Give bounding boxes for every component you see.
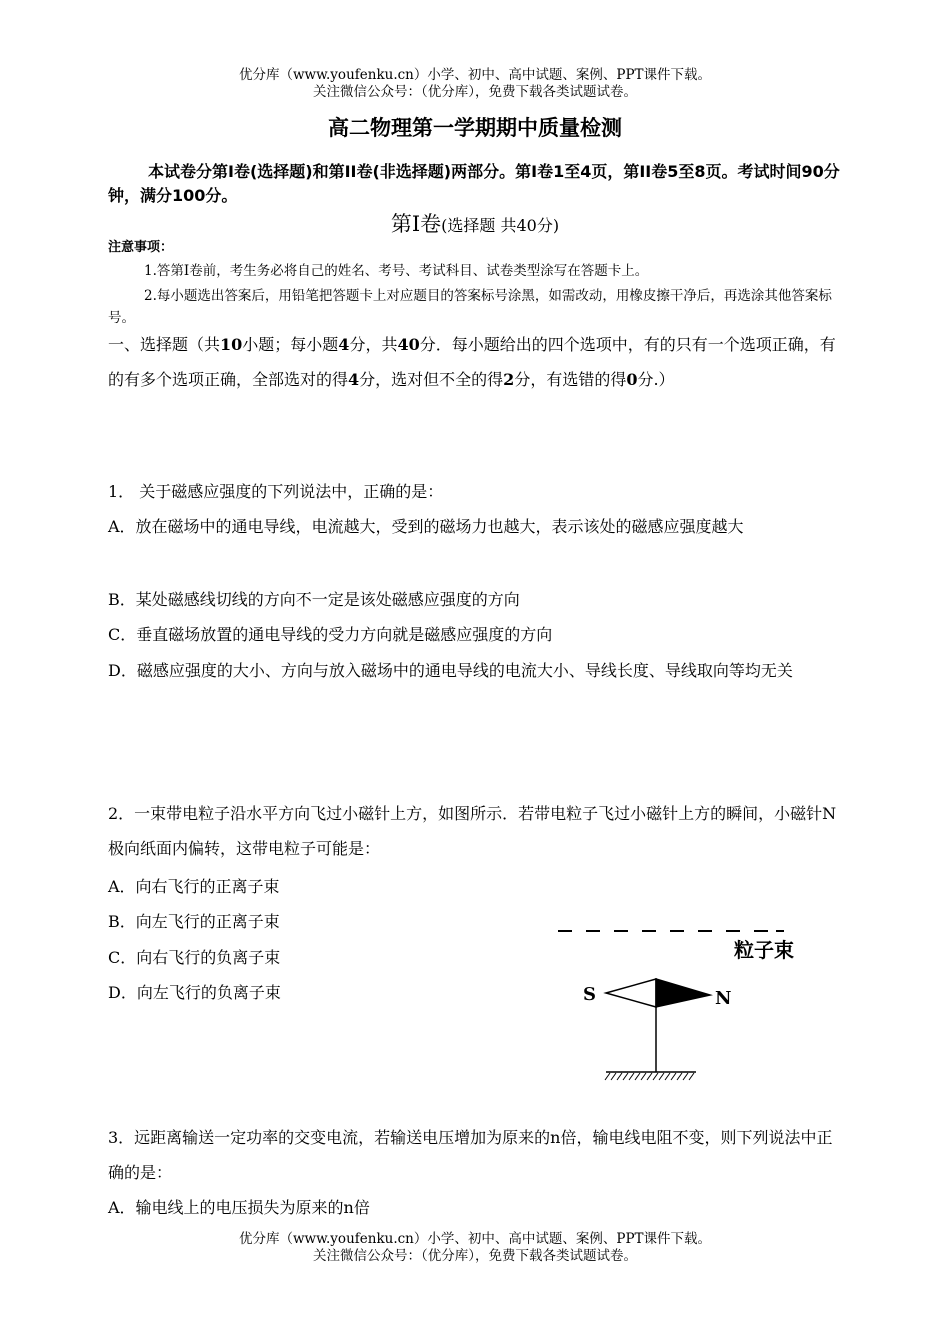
needle-south-half <box>606 979 656 1007</box>
footer-line-2: 关注微信公众号：（优分库），免费下载各类试题试卷。 <box>313 1248 637 1264</box>
part1-text: 分.） <box>637 370 675 389</box>
question-2-option-b: B．向左飞行的正离子束 <box>108 912 280 931</box>
question-2-option-a: A．向右飞行的正离子束 <box>108 877 280 896</box>
beam-label: 粒子束 <box>734 938 794 962</box>
question-3-stem: 3．远距离输送一定功率的交变电流，若输送电压增加为原来的n倍，输电线电阻不变，则下列说法中正确的是： <box>108 1128 833 1182</box>
part1-text: 分，共 <box>349 335 398 354</box>
part1-number: 40 <box>397 335 420 354</box>
part1-number: 0 <box>626 370 638 389</box>
question-1-option-c: C．垂直磁场放置的通电导线的受力方向就是磁感应强度的方向 <box>108 625 553 644</box>
needle-north-half <box>656 979 710 1007</box>
page-footer <box>0 1231 950 1265</box>
note-item: 1.答第Ⅰ卷前，考生务必将自己的姓名、考号、考试科目、试卷类型涂写在答题卡上。 <box>144 263 649 279</box>
footer-line-1: 优分库（www.youfenku.cn）小学、初中、高中试题、案例、PPT课件下载。 <box>238 1231 712 1247</box>
question-2-option-d: D．向左飞行的负离子束 <box>108 983 281 1002</box>
part1-text: 分．每小题给出的四个选项中，有的只有一个选项正确，有的有多个选项正确，全部选对的得 <box>108 335 836 389</box>
question-2-stem: 2．一束带电粒子沿水平方向飞过小磁针上方，如图所示．若带电粒子飞过小磁针上方的瞬间，小磁针N极向纸面内偏转，这带电粒子可能是： <box>108 804 837 858</box>
part1-text: 一、选择题（共 <box>108 335 221 354</box>
page-header <box>0 67 950 101</box>
section-heading-main: 第Ⅰ卷 <box>390 212 442 236</box>
part1-number: 10 <box>220 335 243 354</box>
south-pole-label: S <box>583 984 596 1005</box>
notes-heading: 注意事项： <box>108 240 174 255</box>
exam-intro: 本试卷分第Ⅰ卷(选择题)和第II卷(非选择题)两部分。第Ⅰ卷1至4页，第II卷5至8页。考试时间90分钟，满分100分。 <box>108 162 840 205</box>
note-item: 2.每小题选出答案后，用铅笔把答题卡上对应题目的答案标号涂黑，如需改动，用橡皮擦干净后，再选涂其他答案标号。 <box>108 288 832 326</box>
part1-text: 分，有选错的得 <box>514 370 627 389</box>
part1-text: 分，选对但不全的得 <box>359 370 504 389</box>
part1-instructions <box>108 327 846 397</box>
part1-text: 小题；每小题 <box>242 335 339 354</box>
header-line-2: 关注微信公众号：（优分库），免费下载各类试题试卷。 <box>313 84 637 100</box>
part1-number: 4 <box>348 370 360 389</box>
question-2-option-c: C．向右飞行的负离子束 <box>108 948 281 967</box>
section-heading-sub: (选择题 共40分) <box>441 216 560 235</box>
ground-hatching <box>605 1073 694 1080</box>
part1-number: 2 <box>503 370 515 389</box>
question-1-option-b: B．某处磁感线切线的方向不一定是该处磁感应强度的方向 <box>108 590 520 609</box>
question-3-option-a: A．输电线上的电压损失为原来的n倍 <box>108 1198 370 1217</box>
section-heading <box>0 208 950 238</box>
question-1-option-a: A．放在磁场中的通电导线，电流越大，受到的磁场力也越大，表示该处的磁感应强度越大 <box>108 517 744 536</box>
north-pole-label: N <box>715 988 732 1009</box>
question-1-option-d: D．磁感应强度的大小、方向与放入磁场中的通电导线的电流大小、导线长度、导线取向等均无关 <box>108 661 793 680</box>
question-1-stem: 1． 关于磁感应强度的下列说法中，正确的是： <box>108 482 444 501</box>
part1-number: 4 <box>338 335 350 354</box>
header-line-1: 优分库（www.youfenku.cn）小学、初中、高中试题、案例、PPT课件下载。 <box>238 67 712 83</box>
page-title: 高二物理第一学期期中质量检测 <box>328 116 622 140</box>
compass-needle-figure <box>550 915 820 1090</box>
